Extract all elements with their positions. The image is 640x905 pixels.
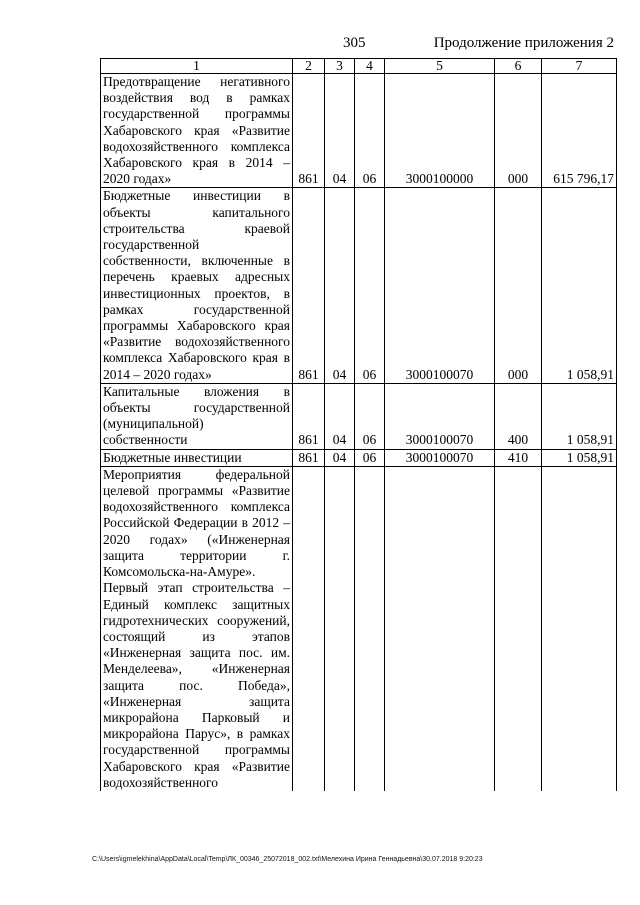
section-code: 04 — [325, 74, 355, 188]
column-header: 7 — [542, 59, 617, 74]
expense-type-code: 400 — [495, 383, 542, 449]
amount: 615 796,17 — [542, 74, 617, 188]
ministry-code — [293, 466, 325, 791]
expense-type-code: 410 — [495, 449, 542, 466]
target-code: 3000100070 — [385, 449, 495, 466]
column-header: 6 — [495, 59, 542, 74]
section-code: 04 — [325, 188, 355, 383]
row-name: Бюджетные инвестиции в объекты капитального строительства краевой государственной собственности, включенные в перечень краевых адресных инвестиционных проектов, в рамках государственной программы Хабаровского края «Развитие водохозяйственного комплекса Хабаровского края в 2014 – 2020 годах» — [101, 188, 293, 383]
section-code: 04 — [325, 383, 355, 449]
subsection-code: 06 — [355, 188, 385, 383]
amount: 1 058,91 — [542, 188, 617, 383]
amount — [542, 466, 617, 791]
target-code — [385, 466, 495, 791]
row-name: Бюджетные инвестиции — [101, 449, 293, 466]
amount: 1 058,91 — [542, 383, 617, 449]
column-header: 5 — [385, 59, 495, 74]
expense-type-code — [495, 466, 542, 791]
amount: 1 058,91 — [542, 449, 617, 466]
ministry-code: 861 — [293, 383, 325, 449]
expense-type-code: 000 — [495, 188, 542, 383]
section-code: 04 — [325, 449, 355, 466]
ministry-code: 861 — [293, 188, 325, 383]
subsection-code: 06 — [355, 74, 385, 188]
target-code: 3000100000 — [385, 74, 495, 188]
column-header: 1 — [101, 59, 293, 74]
table-row — [101, 466, 617, 791]
continuation-label: Продолжение приложения 2 — [433, 35, 614, 51]
row-name: Капитальные вложения в объекты государственной (муниципальной) собственности — [101, 383, 293, 449]
section-code — [325, 466, 355, 791]
table-row — [101, 74, 617, 188]
row-name: Предотвращение негативного воздействия вод в рамках государственной программы Хабаровского края «Развитие водохозяйственного комплекса Хабаровского края в 2014 – 2020 годах» — [101, 74, 293, 188]
page-number: 305 — [343, 35, 366, 51]
column-header: 4 — [355, 59, 385, 74]
expense-type-code: 000 — [495, 74, 542, 188]
column-header: 2 — [293, 59, 325, 74]
file-path-footer: C:\Users\igmelekhina\AppData\Local\Temp\ЛК_00346_25072018_002.txt\Мелехина Ирина Геннадьевна\30.07.2018 9:20:23 — [92, 856, 483, 863]
ministry-code: 861 — [293, 74, 325, 188]
column-header: 3 — [325, 59, 355, 74]
subsection-code: 06 — [355, 383, 385, 449]
table-row — [101, 383, 617, 449]
table-row — [101, 188, 617, 383]
row-name: Мероприятия федеральной целевой программы «Развитие водохозяйственного комплекса Российской Федерации в 2012 – 2020 годах» («Инженерная защита территории г. Комсомольска-на-Амуре». Первый этап строительства – Единый комплекс защитных гидротехнических сооружений, состоящий из этапов «Инженерная защита пос. им. Менделеева», «Инженерная защита пос. Победа», «Инженерная защита микрорайона Парковый и микрорайона Парус», в рамках государственной программы Хабаровского края «Развитие водохозяйственного — [101, 466, 293, 791]
target-code: 3000100070 — [385, 188, 495, 383]
ministry-code: 861 — [293, 449, 325, 466]
header-row — [101, 59, 617, 74]
subsection-code — [355, 466, 385, 791]
table-row — [101, 449, 617, 466]
subsection-code: 06 — [355, 449, 385, 466]
budget-table — [100, 58, 617, 791]
target-code: 3000100070 — [385, 383, 495, 449]
